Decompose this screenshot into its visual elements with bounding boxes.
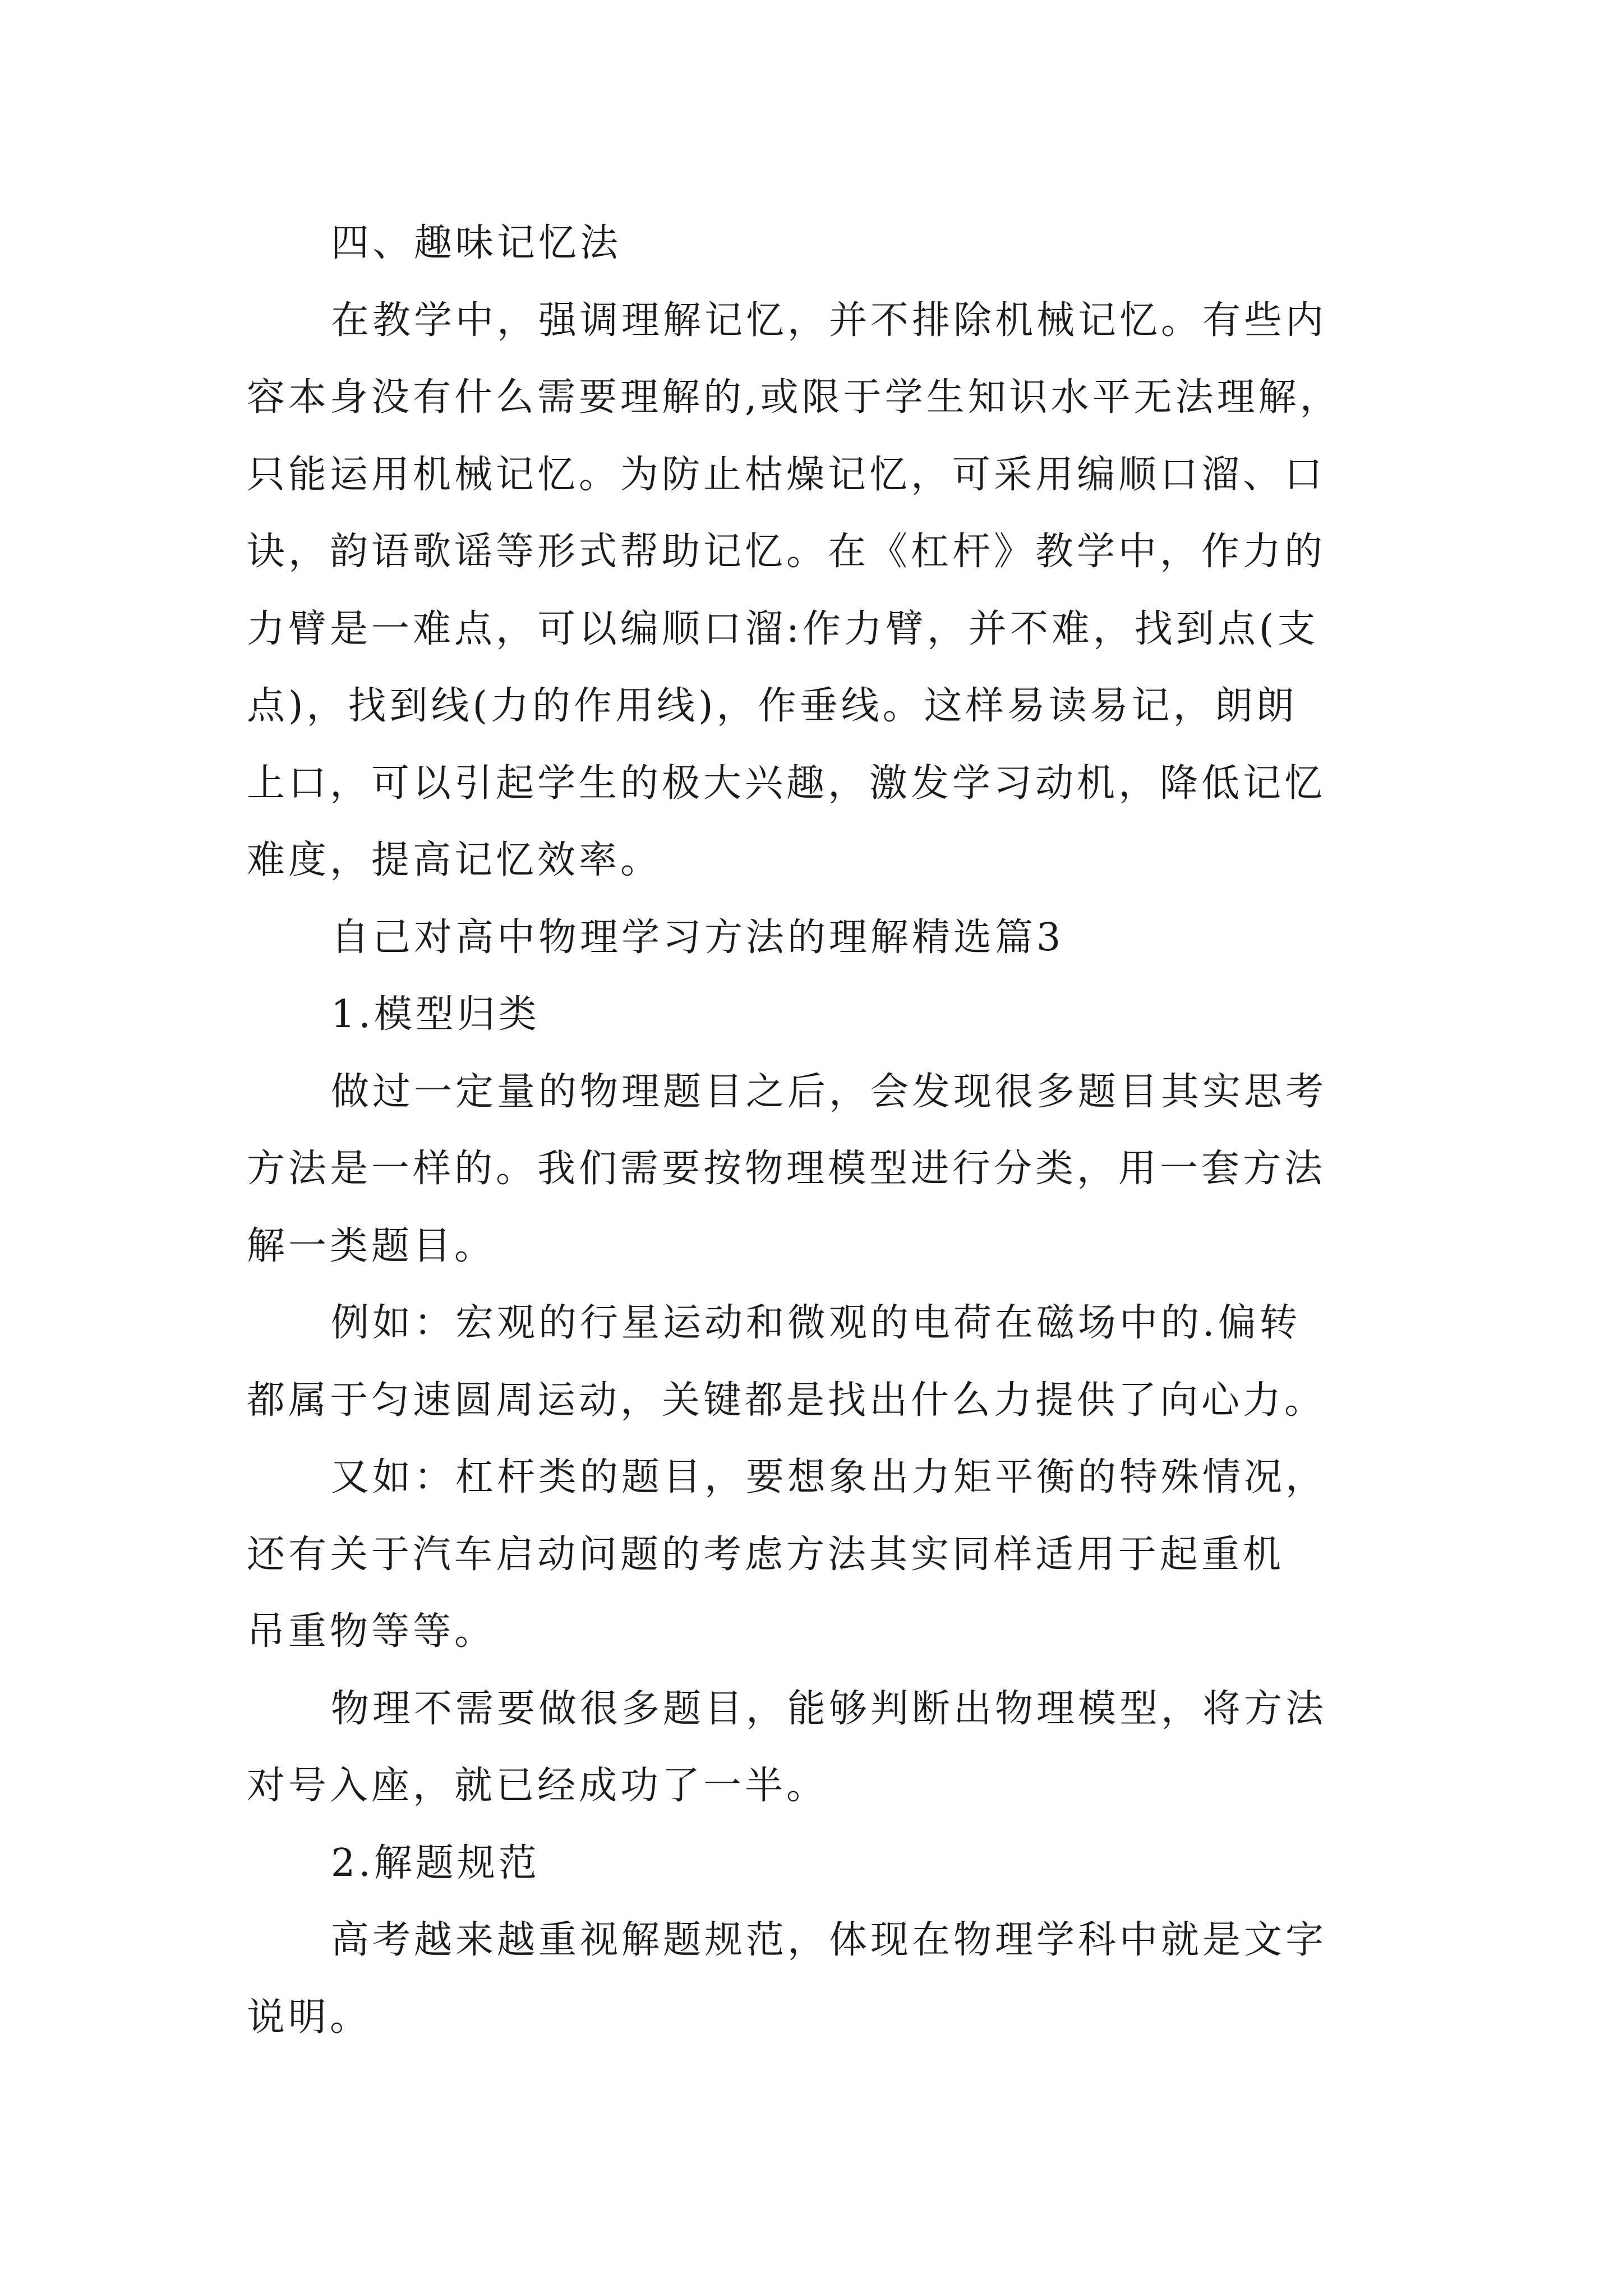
paragraph-line: 吊重物等等。 <box>247 1609 496 1654</box>
paragraph-line: 说明。 <box>247 1995 372 2040</box>
section-heading: 1.模型归类 <box>331 992 540 1037</box>
article-title: 自己对高中物理学习方法的理解精选篇3 <box>331 915 1064 960</box>
paragraph-line: 对号入座，就已经成功了一半。 <box>247 1764 828 1808</box>
paragraph-line: 高考越来越重视解题规范，体现在物理学科中就是文字 <box>331 1918 1327 1962</box>
paragraph-line: 做过一定量的物理题目之后，会发现很多题目其实思考 <box>331 1069 1327 1114</box>
paragraph-line: 力臂是一难点，可以编顺口溜:作力臂，并不难，找到点(支 <box>247 606 1319 651</box>
paragraph-line: 点)，找到线(力的作用线)，作垂线。这样易读易记，朗朗 <box>247 684 1298 728</box>
paragraph-line: 上口，可以引起学生的极大兴趣，激发学习动机，降低记忆 <box>247 761 1326 806</box>
paragraph-line: 容本身没有什么需要理解的,或限于学生知识水平无法理解， <box>247 375 1341 420</box>
paragraph-line: 都属于匀速圆周运动，关键都是找出什么力提供了向心力。 <box>247 1378 1326 1423</box>
section-heading: 四、趣味记忆法 <box>331 221 622 265</box>
paragraph-line: 在教学中，强调理解记忆，并不排除机械记忆。有些内 <box>331 298 1327 343</box>
paragraph-line: 诀，韵语歌谣等形式帮助记忆。在《杠杆》教学中，作力的 <box>247 530 1326 574</box>
paragraph-line: 又如：杠杆类的题目，要想象出力矩平衡的特殊情况， <box>331 1455 1327 1499</box>
paragraph-line: 例如：宏观的行星运动和微观的电荷在磁场中的.偏转 <box>331 1301 1301 1345</box>
paragraph-line: 只能运用机械记忆。为防止枯燥记忆，可采用编顺口溜、口 <box>247 452 1326 497</box>
document-body <box>247 205 1436 2056</box>
paragraph-line: 物理不需要做很多题目，能够判断出物理模型，将方法 <box>331 1686 1327 1731</box>
section-heading: 2.解题规范 <box>331 1841 540 1885</box>
paragraph-line: 还有关于汽车启动问题的考虑方法其实同样适用于起重机 <box>247 1532 1285 1577</box>
paragraph-line: 解一类题目。 <box>247 1223 496 1268</box>
paragraph-line: 方法是一样的。我们需要按物理模型进行分类，用一套方法 <box>247 1147 1326 1191</box>
paragraph-line: 难度，提高记忆效率。 <box>247 838 662 882</box>
